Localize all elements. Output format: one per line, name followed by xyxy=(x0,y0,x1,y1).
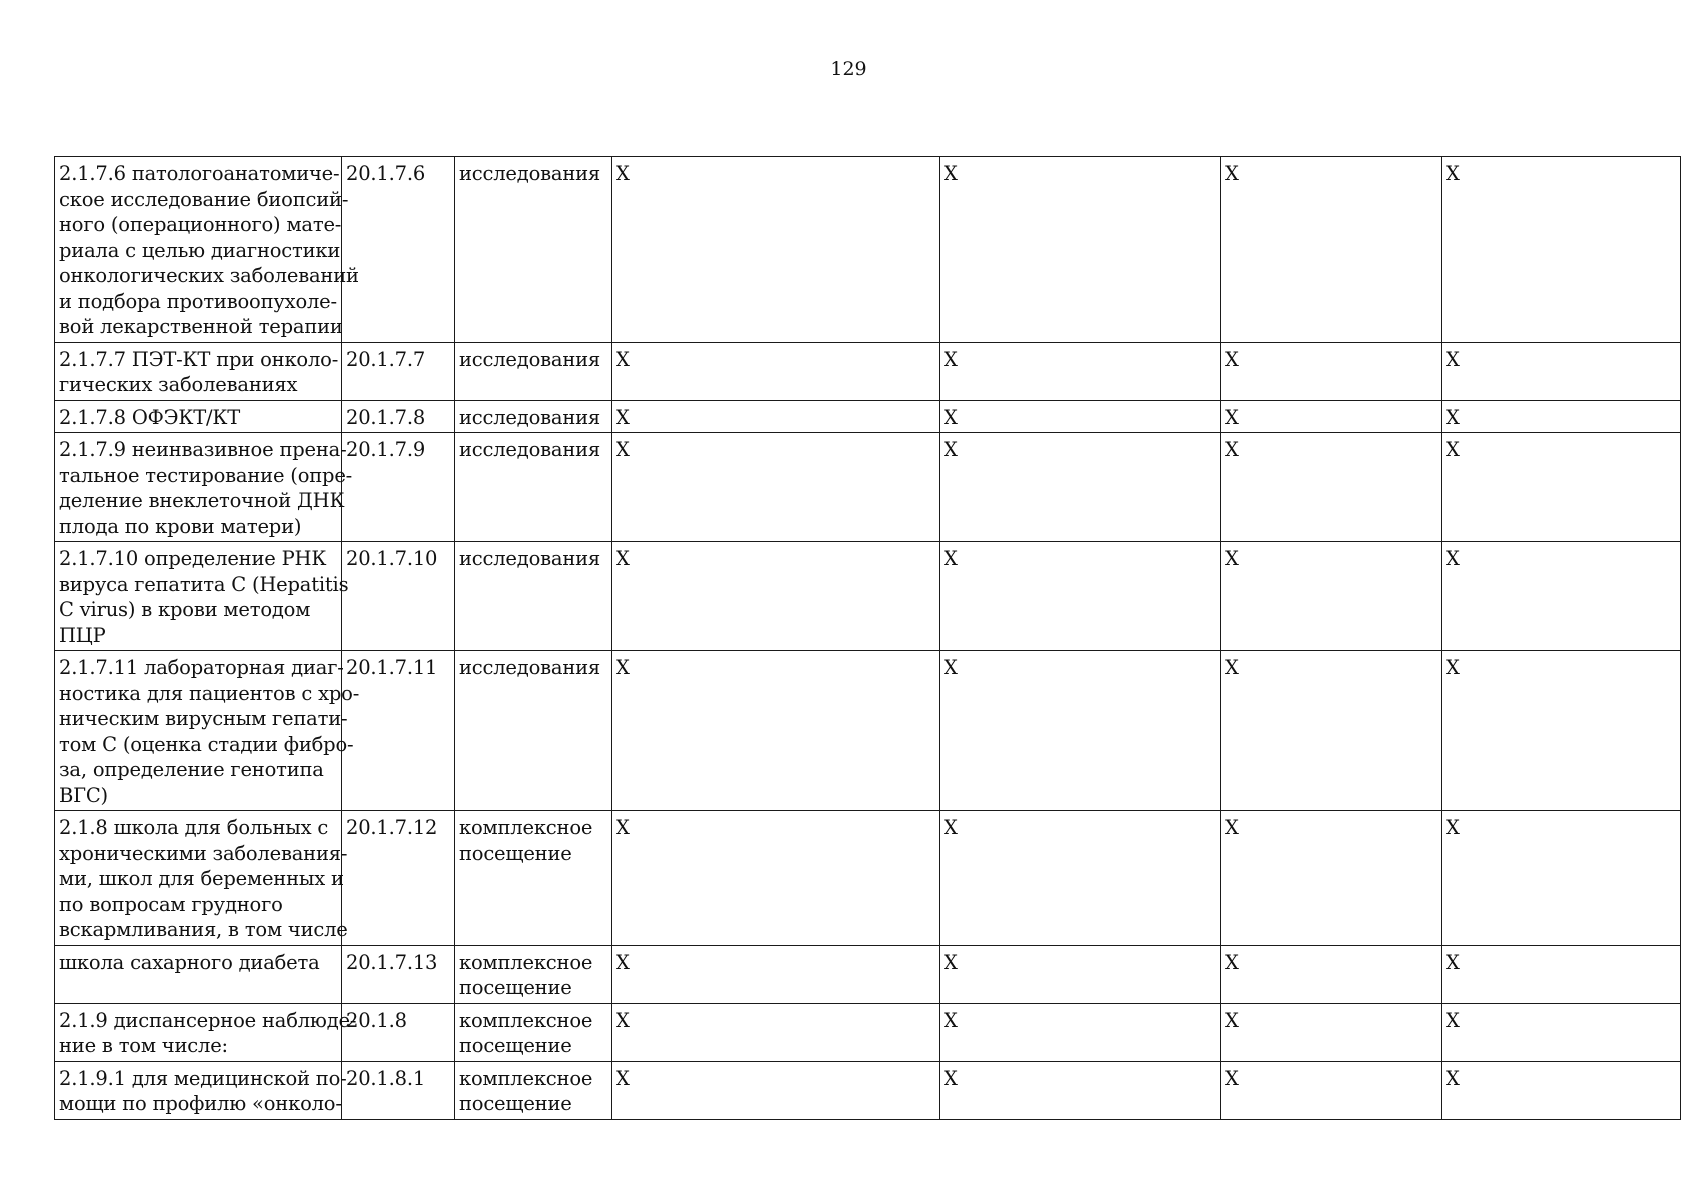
row-code-cell: 20.1.7.9 xyxy=(342,433,455,542)
mark-cell-1: X xyxy=(612,1061,940,1119)
unit-cell xyxy=(455,651,612,811)
mark-cell-4: X xyxy=(1442,1061,1681,1119)
mark-cell-1: X xyxy=(612,651,940,811)
mark-cell-3: X xyxy=(1221,651,1442,811)
table-row xyxy=(55,1061,1681,1119)
row-code-cell: 20.1.8.1 xyxy=(342,1061,455,1119)
mark-cell-2: X xyxy=(940,1061,1221,1119)
service-name-line: ПЦР xyxy=(59,623,106,647)
unit-line: комплексное xyxy=(459,1066,593,1090)
service-name-line: вскармливания, в том числе xyxy=(59,918,348,941)
mark-cell-3: X xyxy=(1221,342,1442,400)
mark-cell-1: X xyxy=(612,433,940,542)
unit-line: посещение xyxy=(459,976,572,999)
row-code-cell: 20.1.7.8 xyxy=(342,400,455,433)
mark-cell-1: X xyxy=(612,342,940,400)
mark-cell-3: X xyxy=(1221,400,1442,433)
mark-cell-1: X xyxy=(612,1003,940,1061)
unit-cell xyxy=(455,1003,612,1061)
mark-cell-4: X xyxy=(1442,1003,1681,1061)
service-name-line: вируса гепатита С (Hepatitis xyxy=(59,572,349,596)
service-name-cell xyxy=(55,400,342,433)
unit-line: посещение xyxy=(459,1092,572,1115)
service-name-line: ническим вирусным гепати- xyxy=(59,707,348,730)
unit-line: комплексное xyxy=(459,816,593,839)
row-code-cell: 20.1.7.13 xyxy=(342,945,455,1003)
mark-cell-2: X xyxy=(940,342,1221,400)
service-name-line: том С (оценка стадии фибро- xyxy=(59,732,354,756)
mark-cell-4: X xyxy=(1442,433,1681,542)
page-number: 129 xyxy=(830,58,867,80)
unit-cell xyxy=(455,1061,612,1119)
service-name-line: 2.1.7.9 неинвазивное прена- xyxy=(59,438,347,461)
table-row xyxy=(55,400,1681,433)
unit-cell xyxy=(455,542,612,651)
table-body xyxy=(55,157,1681,1120)
mark-cell-1: X xyxy=(612,945,940,1003)
mark-cell-1: X xyxy=(612,542,940,651)
service-name-line: ВГС) xyxy=(59,783,108,807)
service-name-line: мощи по профилю «онколо- xyxy=(59,1092,342,1115)
mark-cell-3: X xyxy=(1221,157,1442,343)
row-code-cell: 20.1.7.12 xyxy=(342,811,455,946)
mark-cell-4: X xyxy=(1442,945,1681,1003)
table-row xyxy=(55,1003,1681,1061)
service-name-line: деление внеклеточной ДНК xyxy=(59,489,345,512)
service-name-line: ностика для пациентов с хро- xyxy=(59,681,360,705)
service-name-line: по вопросам грудного xyxy=(59,892,283,916)
row-code-cell: 20.1.7.10 xyxy=(342,542,455,651)
service-name-line: гических заболеваниях xyxy=(59,373,298,396)
mark-cell-3: X xyxy=(1221,811,1442,946)
service-name-cell xyxy=(55,811,348,946)
unit-line: посещение xyxy=(459,841,572,865)
service-name-line: за, определение генотипа xyxy=(59,758,324,781)
mark-cell-4: X xyxy=(1442,400,1681,433)
services-table xyxy=(54,156,1681,1120)
service-name-line: ние в том числе: xyxy=(59,1034,228,1057)
mark-cell-2: X xyxy=(940,945,1221,1003)
mark-cell-4: X xyxy=(1442,157,1681,343)
table-row xyxy=(55,811,1681,946)
service-name-cell xyxy=(55,157,359,343)
row-code-cell: 20.1.8 xyxy=(342,1003,455,1061)
mark-cell-4: X xyxy=(1442,542,1681,651)
service-name-line: 2.1.8 школа для больных с xyxy=(59,816,329,839)
table-row xyxy=(55,651,1681,811)
mark-cell-2: X xyxy=(940,1003,1221,1061)
service-name-line: ми, школ для беременных и xyxy=(59,867,344,890)
service-name-line: 2.1.7.11 лабораторная диаг- xyxy=(59,656,344,679)
unit-line: исследования xyxy=(459,656,601,679)
table-row xyxy=(55,945,1681,1003)
mark-cell-3: X xyxy=(1221,1003,1442,1061)
unit-cell xyxy=(455,811,612,946)
row-code-cell: 20.1.7.6 xyxy=(342,157,455,343)
unit-cell xyxy=(455,342,612,400)
row-code-cell: 20.1.7.11 xyxy=(342,651,455,811)
service-name-line: хроническими заболевания- xyxy=(59,841,348,865)
table-row xyxy=(55,433,1681,542)
service-name-line: вой лекарственной терапии xyxy=(59,315,343,338)
mark-cell-1: X xyxy=(612,400,940,433)
service-name-line: риала с целью диагностики xyxy=(59,238,341,262)
service-name-line: C virus) в крови методом xyxy=(59,598,311,621)
service-name-line: ного (операционного) мате- xyxy=(59,213,342,236)
service-name-cell xyxy=(55,342,342,400)
service-name-line: 2.1.9 диспансерное наблюде- xyxy=(59,1008,357,1032)
service-name-cell xyxy=(55,1003,357,1061)
mark-cell-2: X xyxy=(940,157,1221,343)
service-name-line: школа сахарного диабета xyxy=(59,950,320,974)
mark-cell-3: X xyxy=(1221,542,1442,651)
service-name-line: 2.1.7.10 определение РНК xyxy=(59,547,327,570)
unit-line: исследования xyxy=(459,438,601,461)
service-name-cell xyxy=(55,1061,347,1119)
mark-cell-1: X xyxy=(612,157,940,343)
unit-line: комплексное xyxy=(459,950,593,974)
mark-cell-2: X xyxy=(940,400,1221,433)
mark-cell-2: X xyxy=(940,542,1221,651)
mark-cell-2: X xyxy=(940,811,1221,946)
mark-cell-2: X xyxy=(940,433,1221,542)
mark-cell-3: X xyxy=(1221,433,1442,542)
unit-line: комплексное xyxy=(459,1008,593,1032)
unit-cell xyxy=(455,400,612,433)
mark-cell-4: X xyxy=(1442,811,1681,946)
unit-cell xyxy=(455,433,612,542)
service-name-line: ское исследование биопсий- xyxy=(59,187,349,211)
table-row xyxy=(55,342,1681,400)
unit-cell xyxy=(455,157,612,343)
service-name-line: плода по крови матери) xyxy=(59,514,302,538)
service-name-cell xyxy=(55,945,342,1003)
service-name-line: тальное тестирование (опре- xyxy=(59,463,353,487)
service-name-line: онкологических заболеваний xyxy=(59,264,359,287)
service-name-cell xyxy=(55,433,353,542)
mark-cell-3: X xyxy=(1221,945,1442,1003)
service-name-line: 2.1.7.7 ПЭТ-КТ при онколо- xyxy=(59,347,339,371)
unit-line: исследования xyxy=(459,347,601,371)
mark-cell-1: X xyxy=(612,811,940,946)
row-code-cell: 20.1.7.7 xyxy=(342,342,455,400)
service-name-line: 2.1.7.8 ОФЭКТ/КТ xyxy=(59,405,241,429)
unit-cell xyxy=(455,945,612,1003)
table-row xyxy=(55,542,1681,651)
service-name-cell xyxy=(55,542,349,651)
mark-cell-3: X xyxy=(1221,1061,1442,1119)
mark-cell-2: X xyxy=(940,651,1221,811)
service-name-line: 2.1.7.6 патологоанатомиче- xyxy=(59,162,340,185)
mark-cell-4: X xyxy=(1442,651,1681,811)
mark-cell-4: X xyxy=(1442,342,1681,400)
service-name-line: и подбора противоопухоле- xyxy=(59,289,337,313)
unit-line: исследования xyxy=(459,405,601,429)
unit-line: исследования xyxy=(459,162,601,185)
table-row xyxy=(55,157,1681,343)
service-name-line: 2.1.9.1 для медицинской по- xyxy=(59,1066,347,1090)
service-name-cell xyxy=(55,651,360,811)
unit-line: посещение xyxy=(459,1034,572,1057)
unit-line: исследования xyxy=(459,547,601,570)
